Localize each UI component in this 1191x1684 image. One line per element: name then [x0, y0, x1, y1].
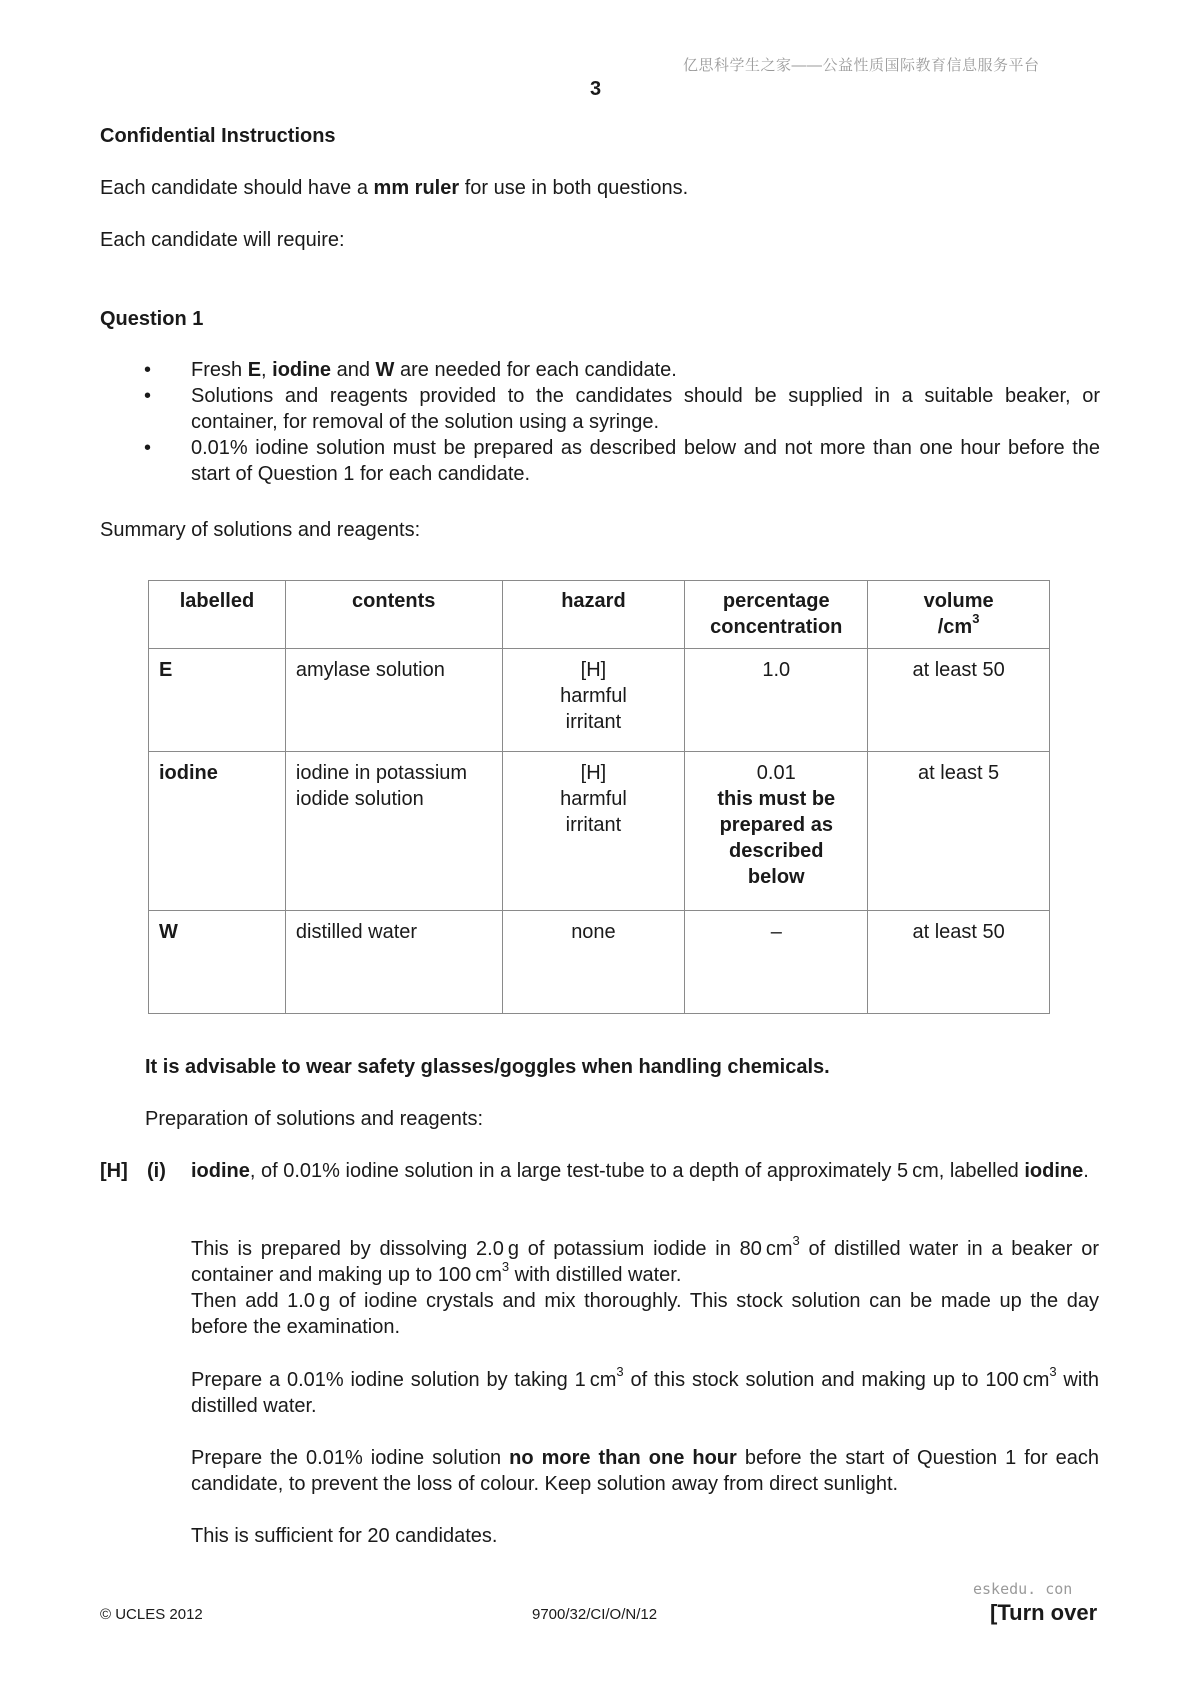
cell-text: harmful: [560, 685, 627, 707]
cell-contents: distilled water: [285, 911, 502, 1014]
para-text: before the start of Question 1 for each candidate, to prevent the loss of colour. Keep solution away from direct sunlight.: [191, 1447, 1099, 1495]
cell-text: iodine in potassium: [295, 762, 468, 784]
cell-volume: at least 50: [868, 911, 1050, 1014]
question-bullets: [140, 357, 1100, 487]
bullet-text: ,: [261, 359, 273, 381]
para-bold: no more than one hour: [509, 1447, 737, 1469]
bullet-text: Fresh: [191, 359, 248, 381]
bullet-item: • Solutions and reagents provided to the candidates should be supplied in a suitable beaker, or container, for removal of the solution using a syringe.: [140, 383, 1100, 435]
bullet-bold: E: [247, 359, 262, 381]
cell-bold: this must be: [717, 788, 836, 810]
header-text: /cm: [937, 616, 973, 638]
para-text: with distilled water.: [191, 1369, 1099, 1417]
cell-label: iodine: [149, 752, 286, 911]
para-text: Prepare the 0.01% iodine solution: [191, 1447, 510, 1469]
header-percentage: [685, 581, 868, 649]
para-sup: 3: [1049, 1364, 1057, 1380]
header-sup: 3: [972, 611, 980, 627]
table-row: [149, 911, 1050, 1014]
reagents-table: [148, 580, 1050, 1014]
header-text: volume: [923, 590, 994, 612]
table-row: [149, 649, 1050, 752]
cell-volume: at least 5: [868, 752, 1050, 911]
watermark-text: 亿思科学生之家——公益性质国际教育信息服务平台: [683, 57, 1040, 74]
require-text: Each candidate will require:: [100, 229, 345, 251]
bullet-text: are needed for each candidate.: [394, 359, 677, 381]
section-heading: Confidential Instructions: [100, 125, 336, 147]
ruler-text-post: for use in both questions.: [459, 177, 689, 199]
prep-paragraph-3: [191, 1364, 1099, 1419]
para-text: This is prepared by dissolving 2.0 g of potassium iodide in 80 cm: [191, 1238, 793, 1260]
header-volume: [868, 581, 1050, 649]
cell-bold: prepared as: [719, 814, 833, 836]
header-text: percentage: [722, 590, 830, 612]
header-contents: contents: [285, 581, 502, 649]
prep-paragraph-2: Then add 1.0 g of iodine crystals and mix thoroughly. This stock solution can be made up the day before the examination.: [191, 1290, 1099, 1338]
item-bold: iodine: [191, 1160, 250, 1182]
cell-hazard: [502, 649, 685, 752]
copyright: © UCLES 2012: [100, 1606, 203, 1623]
table-header-row: [149, 581, 1050, 649]
summary-label: Summary of solutions and reagents:: [100, 519, 421, 541]
prep-paragraph-5: This is sufficient for 20 candidates.: [191, 1525, 498, 1547]
cell-text: [H]: [580, 762, 607, 784]
para-text: Prepare a 0.01% iodine solution by taking 1 cm: [191, 1369, 617, 1391]
cell-contents: [285, 752, 502, 911]
turn-over: [Turn over: [990, 1600, 1098, 1625]
prep-paragraph-1: [191, 1233, 1099, 1288]
cell-text: irritant: [565, 814, 622, 836]
prep-item-text: [191, 1158, 1099, 1184]
cell-concentration: –: [685, 911, 868, 1014]
safety-warning: It is advisable to wear safety glasses/goggles when handling chemicals.: [145, 1056, 830, 1078]
cell-contents: amylase solution: [285, 649, 502, 752]
hazard-marker: [H]: [100, 1160, 128, 1182]
cell-text: 0.01: [756, 762, 796, 784]
cell-bold: below: [747, 866, 805, 888]
cell-text: irritant: [565, 711, 622, 733]
ruler-text-pre: Each candidate should have a: [100, 177, 374, 199]
cell-concentration: [685, 752, 868, 911]
para-sup: 3: [616, 1364, 624, 1380]
ruler-text-bold: mm ruler: [373, 177, 460, 199]
header-text: concentration: [710, 616, 843, 638]
cell-text: [H]: [580, 659, 607, 681]
cell-hazard: none: [502, 911, 685, 1014]
cell-bold: described: [729, 840, 824, 862]
header-hazard: hazard: [502, 581, 685, 649]
para-sup: 3: [501, 1259, 510, 1275]
page-number: 3: [590, 78, 602, 100]
item-text: .: [1083, 1160, 1089, 1182]
cell-volume: at least 50: [868, 649, 1050, 752]
cell-hazard: [502, 752, 685, 911]
item-bold: iodine: [1024, 1160, 1084, 1182]
cell-label: E: [149, 649, 286, 752]
cell-text: iodide solution: [295, 788, 424, 810]
cell-concentration: 1.0: [685, 649, 868, 752]
question-heading: Question 1: [100, 308, 204, 330]
bullet-item: [140, 357, 1100, 383]
bullet-bold: iodine: [272, 359, 332, 381]
site-watermark: eskedu. con: [973, 1580, 1073, 1598]
cell-text: harmful: [560, 788, 627, 810]
prep-paragraph-4: [191, 1445, 1099, 1497]
table-row: [149, 752, 1050, 911]
item-number: (i): [147, 1160, 166, 1182]
para-text: of this stock solution and making up to 100 cm: [623, 1369, 1050, 1391]
ruler-instruction: [100, 175, 688, 201]
paper-code: 9700/32/CI/O/N/12: [532, 1606, 658, 1623]
bullet-bold: W: [375, 359, 395, 381]
para-text: of distilled water in a beaker or container and making up to 100 cm: [191, 1238, 1099, 1286]
bullet-item: • 0.01% iodine solution must be prepared as described below and not more than one hour before the start of Question 1 for each candidate.: [140, 435, 1100, 487]
header-labelled: labelled: [149, 581, 286, 649]
bullet-text: and: [331, 359, 376, 381]
item-text: , of 0.01% iodine solution in a large test-tube to a depth of approximately 5 cm, labelled: [249, 1160, 1019, 1182]
preparation-heading: Preparation of solutions and reagents:: [145, 1108, 483, 1130]
para-sup: 3: [792, 1233, 800, 1249]
cell-label: W: [149, 911, 286, 1014]
para-text: with distilled water.: [509, 1264, 682, 1286]
